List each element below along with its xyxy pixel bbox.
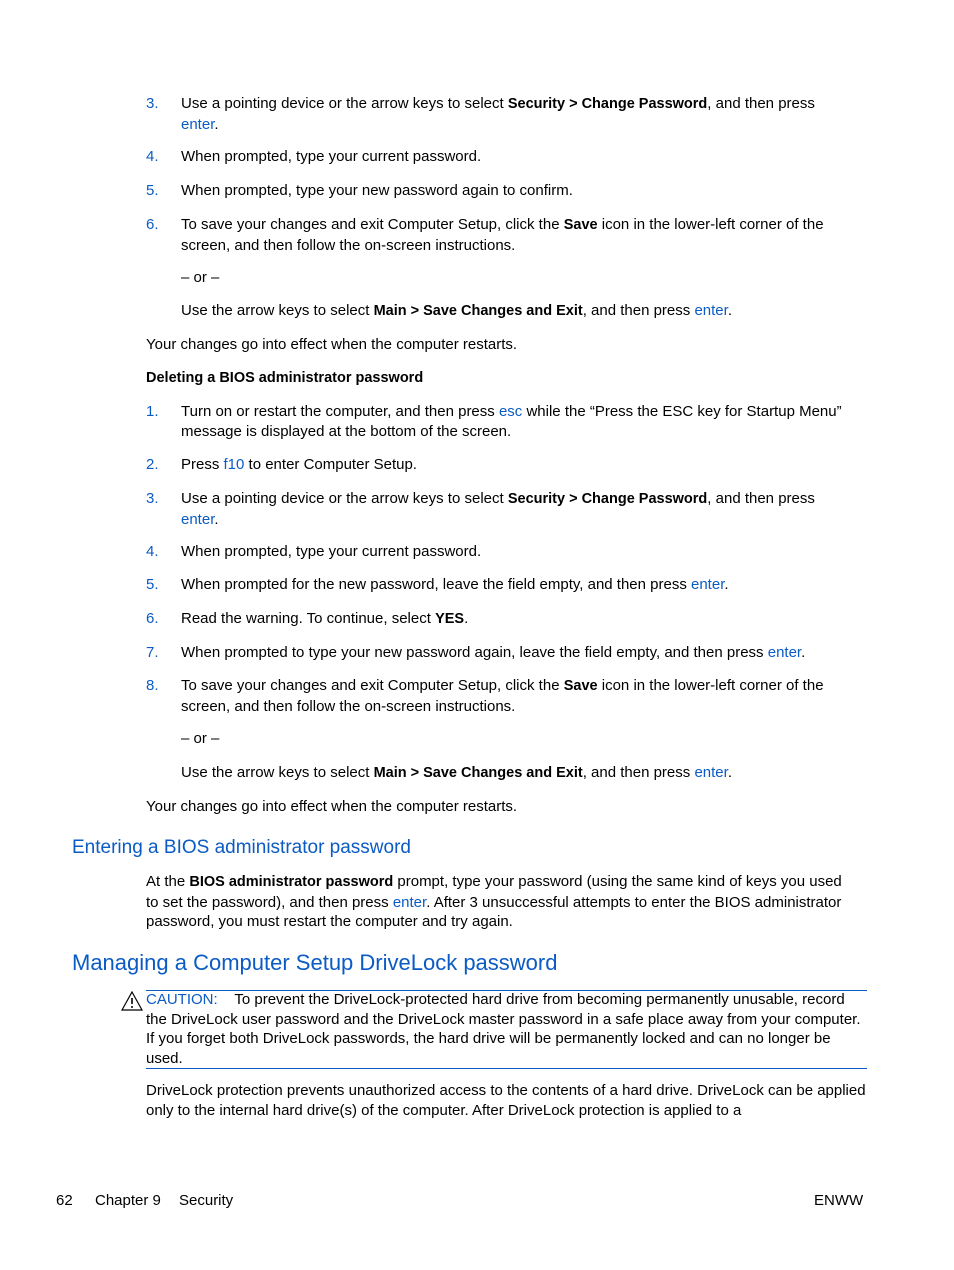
step-number: 4.: [146, 543, 159, 560]
step-text: To save your changes and exit Computer Setup, click the Save icon in the lower-left corner of the screen, and then follow the on-screen instructions.: [181, 216, 824, 254]
entering-paragraph: At the BIOS administrator password prompt, type your password (using the same kind of keys you used to set the password), and then press enter. After 3 unsuccessful attempts to enter the BIOS administrator password, you must restart the computer and try again.: [146, 873, 842, 930]
step-number: 3.: [146, 95, 159, 112]
step-text: Use a pointing device or the arrow keys to select Security > Change Password, and then press enter.: [181, 95, 815, 133]
drivelock-paragraph: DriveLock protection prevents unauthorized access to the contents of a hard drive. DriveLock can be applied only to the internal hard drive(s) of the computer. After DriveLock protection is applied to a: [146, 1082, 866, 1119]
section-heading-drivelock: Managing a Computer Setup DriveLock password: [72, 950, 558, 975]
step-text: Read the warning. To continue, select YES.: [181, 610, 469, 627]
key-enter: enter: [392, 893, 427, 911]
step-number: 4.: [146, 148, 159, 165]
step-text: To save your changes and exit Computer Setup, click the Save icon in the lower-left corner of the screen, and then follow the on-screen instructions.: [181, 677, 824, 715]
key-enter: enter: [694, 302, 728, 319]
step-number: 6.: [146, 216, 159, 233]
step-number: 7.: [146, 644, 159, 661]
key-enter: enter: [181, 510, 215, 528]
key-esc: esc: [498, 403, 523, 420]
footer-enww: ENWW: [814, 1192, 864, 1209]
alt-instruction: Use the arrow keys to select Main > Save Changes and Exit, and then press enter.: [181, 302, 732, 319]
step-number: 6.: [146, 610, 159, 627]
delete-heading: Deleting a BIOS administrator password: [146, 370, 424, 386]
key-enter: enter: [767, 644, 802, 661]
step-text: Turn on or restart the computer, and then press esc while the “Press the ESC key for Startup Menu” message is displayed at the bottom of the screen.: [181, 403, 842, 440]
or-separator: – or –: [181, 269, 220, 286]
step-text: When prompted, type your current password.: [181, 543, 482, 560]
step-text: Use a pointing device or the arrow keys to select Security > Change Password, and then press enter.: [181, 490, 815, 528]
step-number: 5.: [146, 576, 159, 593]
effect-note: Your changes go into effect when the computer restarts.: [146, 336, 518, 353]
footer-section: Security: [179, 1192, 234, 1209]
key-enter: enter: [694, 764, 728, 781]
step-number: 5.: [146, 182, 159, 199]
step-number: 1.: [146, 403, 159, 420]
step-text: When prompted, type your new password again to confirm.: [181, 182, 573, 199]
step-number: 8.: [146, 677, 159, 694]
footer-chapter: Chapter 9: [95, 1192, 161, 1209]
step-text: Press f10 to enter Computer Setup.: [181, 456, 417, 473]
effect-note: Your changes go into effect when the computer restarts.: [146, 798, 518, 815]
step-text: When prompted for the new password, leave the field empty, and then press enter.: [181, 576, 729, 593]
or-separator: – or –: [181, 730, 220, 747]
key-f10: f10: [223, 456, 245, 473]
key-enter: enter: [691, 576, 725, 593]
alt-instruction: Use the arrow keys to select Main > Save Changes and Exit, and then press enter.: [181, 764, 732, 781]
step-number: 2.: [146, 456, 159, 473]
caution-text: CAUTION: To prevent the DriveLock-protected hard drive from becoming permanently unusable, record the DriveLock user password and the DriveLock master password in a safe place away from your computer. If you forget both DriveLock passwords, the hard drive will be permanently locked and can no longer be used.: [146, 991, 861, 1067]
step-number: 3.: [146, 490, 159, 507]
caution-bottom-rule: [146, 1068, 867, 1069]
caution-label: CAUTION:: [146, 991, 218, 1008]
warning-triangle-icon: [121, 991, 143, 1011]
step-text: When prompted, type your current password.: [181, 148, 482, 165]
key-enter: enter: [181, 115, 215, 133]
footer-page-number: 62: [56, 1192, 73, 1209]
step-text: When prompted to type your new password again, leave the field empty, and then press enter.: [181, 644, 806, 661]
section-heading-entering: Entering a BIOS administrator password: [72, 837, 411, 858]
